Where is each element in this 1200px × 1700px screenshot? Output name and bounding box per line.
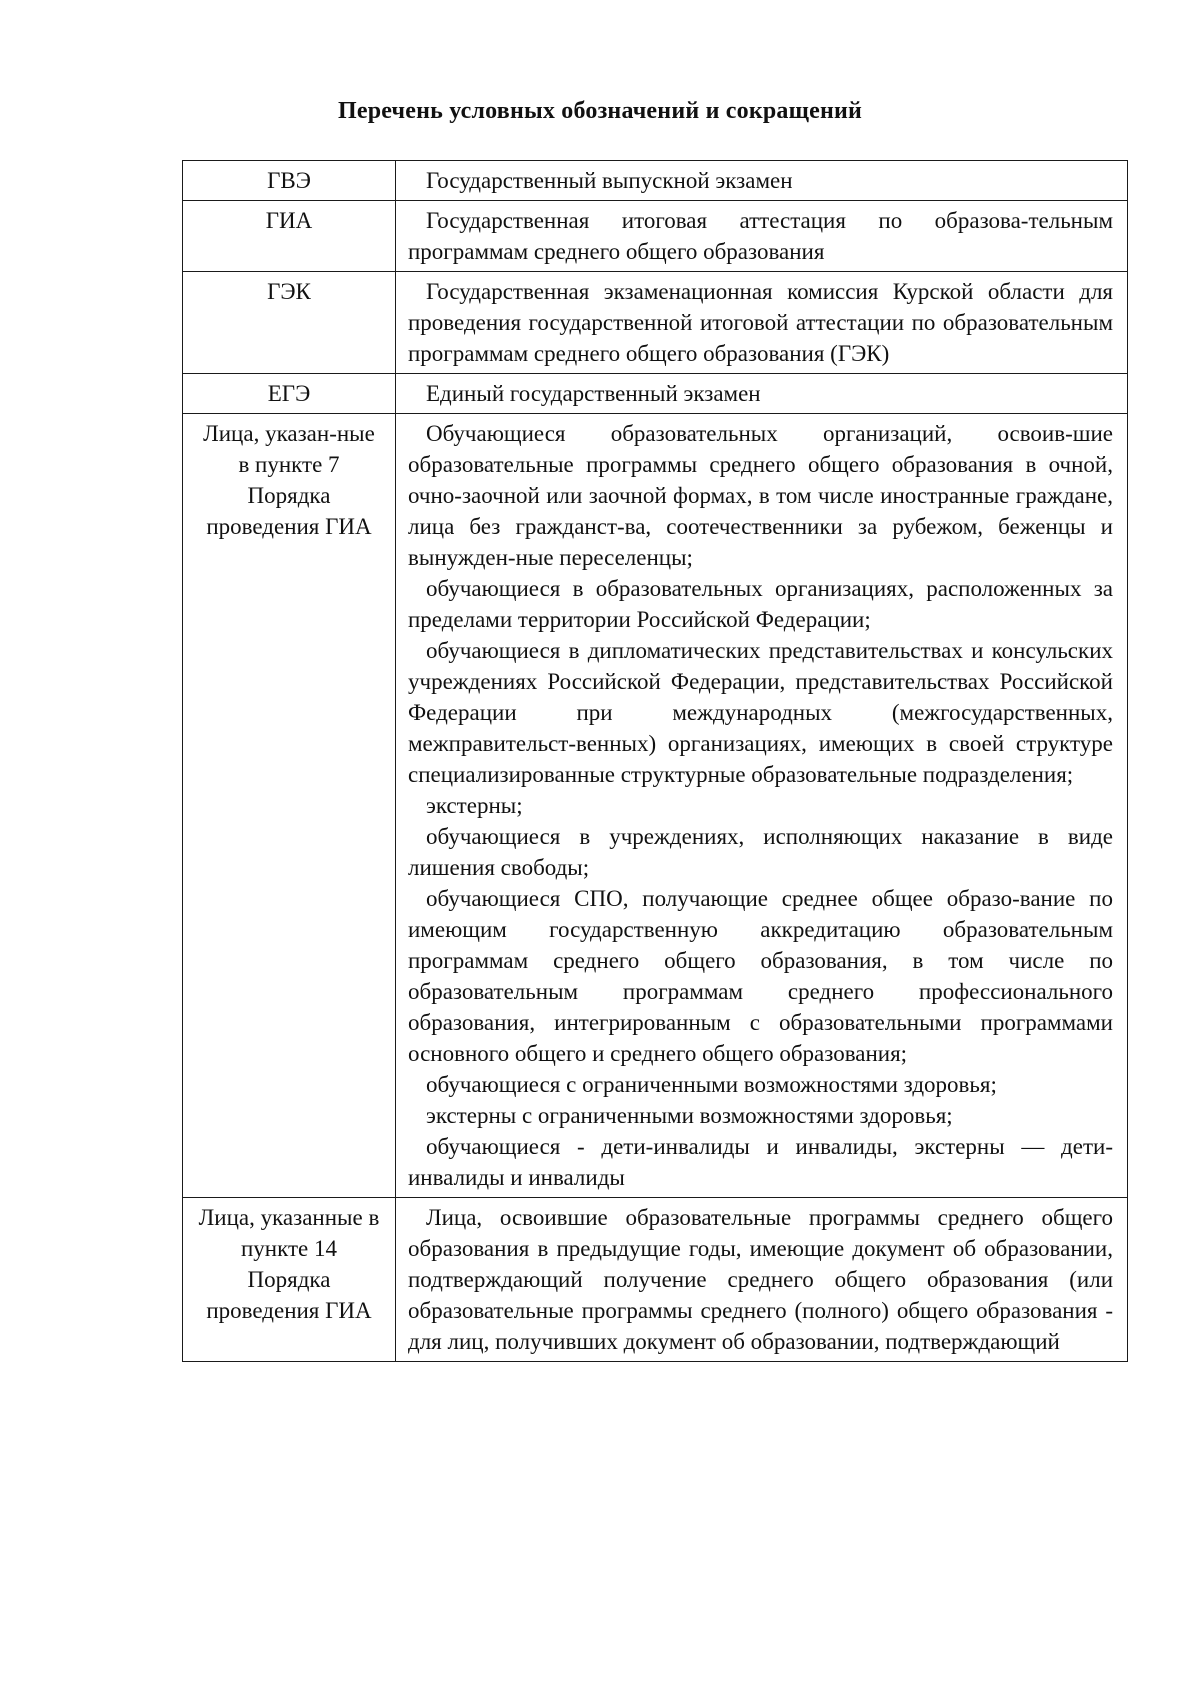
term-cell: ГИА bbox=[183, 201, 396, 272]
table-row bbox=[183, 272, 1128, 374]
definition-cell bbox=[396, 1198, 1128, 1362]
term-line: Порядка bbox=[247, 483, 331, 508]
definition-cell bbox=[396, 161, 1128, 201]
definition-paragraph: Государственная итоговая аттестация по образова-тельным программам среднего общего образования bbox=[408, 208, 1113, 264]
definition-paragraph: обучающиеся в учреждениях, исполняющих наказание в виде лишения свободы; bbox=[408, 824, 1113, 880]
definition-paragraph: Обучающиеся образовательных организаций, освоив-шие образовательные программы среднего общего образования в очной, очно-заочной или заочной формах, в том числе иностранные граждане, лица без гражданст-ва, соотечественники за рубежом, беженцы и вынужден-ные переселенцы; bbox=[408, 421, 1113, 570]
table-row bbox=[183, 1198, 1128, 1362]
term-line: пункте 14 bbox=[241, 1236, 337, 1261]
definition-paragraph: экстерны; bbox=[426, 793, 523, 818]
definition-paragraph: обучающиеся с ограниченными возможностями здоровья; bbox=[426, 1072, 997, 1097]
table-row bbox=[183, 201, 1128, 272]
definition-paragraph: экстерны с ограниченными возможностями здоровья; bbox=[426, 1103, 953, 1128]
definition-cell bbox=[396, 414, 1128, 1198]
term-cell: ЕГЭ bbox=[183, 374, 396, 414]
abbreviations-table bbox=[182, 160, 1128, 1362]
term-cell bbox=[183, 1198, 396, 1362]
term-line: Порядка bbox=[247, 1267, 331, 1292]
definition-paragraph: Лица, освоившие образовательные программы среднего общего образования в предыдущие годы, имеющие документ об образовании, подтверждающий получение среднего общего образования (или образовательные программы среднего (полного) общего образования - для лиц, получивших документ об образовании, подтверждающий bbox=[408, 1205, 1113, 1354]
term-line: в пункте 7 bbox=[238, 452, 340, 477]
definition-paragraph: Государственная экзаменационная комиссия Курской области для проведения государственной итоговой аттестации по образовательным программам среднего общего образования (ГЭК) bbox=[408, 279, 1113, 366]
term-cell: ГВЭ bbox=[183, 161, 396, 201]
definition-paragraph: обучающиеся в образовательных организациях, расположенных за пределами территории Российской Федерации; bbox=[408, 576, 1113, 632]
definition-paragraph: Государственный выпускной экзамен bbox=[426, 168, 793, 193]
page-title: Перечень условных обозначений и сокращений bbox=[337, 98, 863, 124]
table-row bbox=[183, 161, 1128, 201]
term-cell: ГЭК bbox=[183, 272, 396, 374]
term-line: Лица, указан-ные bbox=[203, 421, 375, 446]
definition-cell bbox=[396, 201, 1128, 272]
definition-cell bbox=[396, 272, 1128, 374]
table-row bbox=[183, 374, 1128, 414]
definition-paragraph: Единый государственный экзамен bbox=[426, 381, 761, 406]
term-line: Лица, указанные в bbox=[198, 1205, 380, 1230]
term-cell bbox=[183, 414, 396, 1198]
term-line: проведения ГИА bbox=[206, 514, 372, 539]
definition-paragraph: обучающиеся - дети-инвалиды и инвалиды, экстерны — дети-инвалиды и инвалиды bbox=[408, 1134, 1113, 1190]
definition-cell bbox=[396, 374, 1128, 414]
definition-paragraph: обучающиеся СПО, получающие среднее общее образо-вание по имеющим государственную аккредитацию образовательным программам среднего общего образования, в том числе по образовательным программам среднего профессионального образования, интегрированным с образовательными программами основного общего и среднего общего образования; bbox=[408, 886, 1113, 1066]
table-row bbox=[183, 414, 1128, 1198]
definition-paragraph: обучающиеся в дипломатических представительствах и консульских учреждениях Российской Федерации, представительствах Российской Федерации при международных (межгосударственных, межправительст-венных) организациях, имеющих в своей структуре специализированные структурные образовательные подразделения; bbox=[408, 638, 1113, 787]
term-line: проведения ГИА bbox=[206, 1298, 372, 1323]
